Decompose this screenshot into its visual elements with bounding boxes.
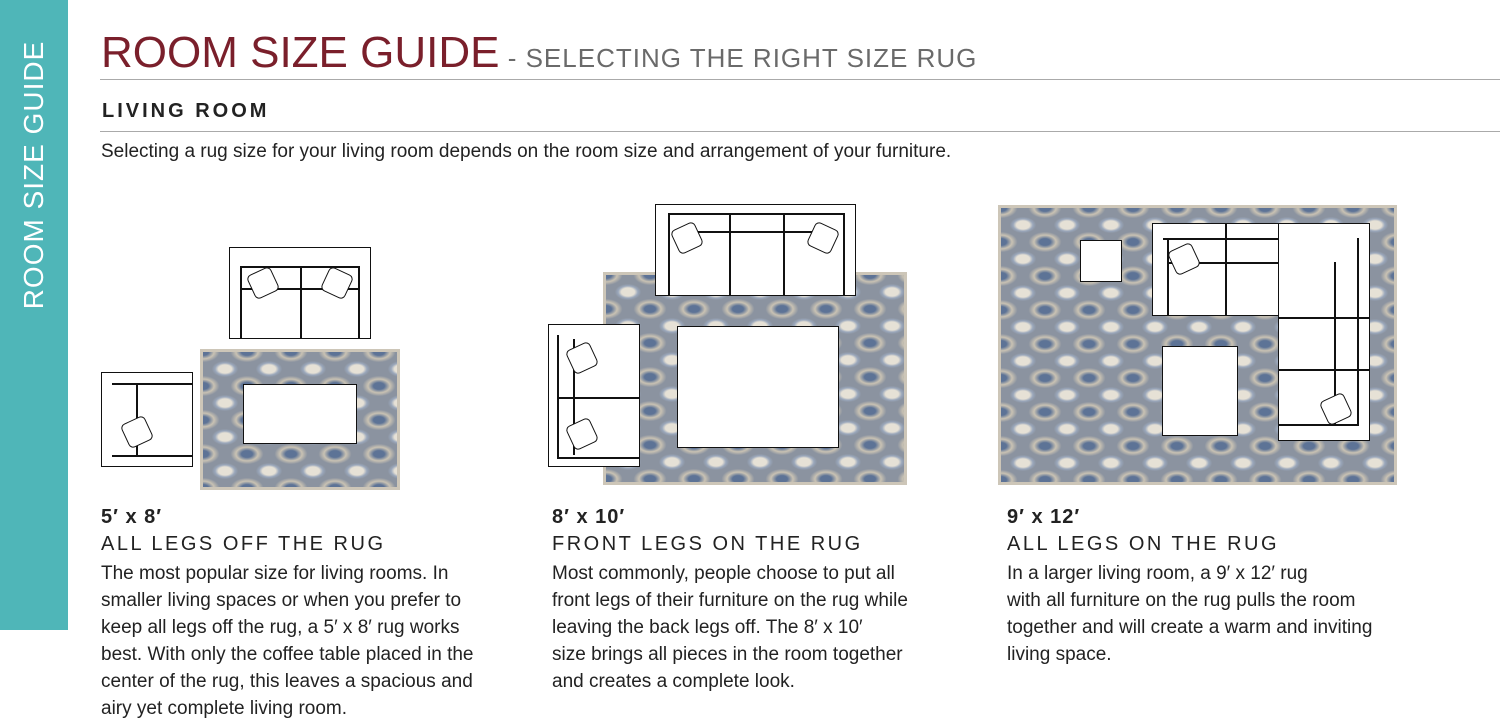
sidebar-label: ROOM SIZE GUIDE <box>18 40 49 310</box>
section-title: LIVING ROOM <box>102 100 270 122</box>
coffee-table <box>677 326 839 448</box>
end-table <box>1080 240 1122 282</box>
coffee-table <box>243 384 357 444</box>
option-9x12 <box>1007 506 1427 668</box>
title-main: ROOM SIZE GUIDE <box>101 28 500 77</box>
option-size: 5′ x 8′ <box>101 506 163 528</box>
divider <box>100 79 1500 80</box>
sidebar-tab <box>0 0 68 630</box>
option-headline: ALL LEGS OFF THE RUG <box>101 533 386 555</box>
option-size: 9′ x 12′ <box>1007 506 1081 528</box>
option-size: 8′ x 10′ <box>552 506 626 528</box>
coffee-table <box>1162 346 1238 436</box>
sofa <box>655 204 856 296</box>
option-body: Most commonly, people choose to put all front legs of their furniture on the rug while leaving the back legs off. The 8′ x 10′ size brings all pieces in the room together and creates a complete look. <box>552 563 908 692</box>
section-intro: Selecting a rug size for your living room depends on the room size and arrangement of your furniture. <box>101 141 952 162</box>
option-body: The most popular size for living rooms. In smaller living spaces or when you prefer to keep all legs off the rug, a 5′ x 8′ rug works best. With only the coffee table placed in the center of the rug, this leaves a spacious and airy yet complete living room. <box>101 563 474 719</box>
divider <box>100 131 1500 132</box>
option-headline: FRONT LEGS ON THE RUG <box>552 533 863 555</box>
option-body: In a larger living room, a 9′ x 12′ rug with all furniture on the rug pulls the room together and will create a warm and inviting living space. <box>1007 563 1373 665</box>
sectional-chaise <box>1278 223 1370 441</box>
title-subtitle: - SELECTING THE RIGHT SIZE RUG <box>499 43 978 73</box>
option-5x8 <box>101 506 521 722</box>
page-title <box>101 28 977 78</box>
option-headline: ALL LEGS ON THE RUG <box>1007 533 1280 555</box>
armchair <box>548 324 640 467</box>
option-8x10 <box>552 506 972 695</box>
armchair <box>101 372 193 467</box>
loveseat <box>229 247 371 339</box>
